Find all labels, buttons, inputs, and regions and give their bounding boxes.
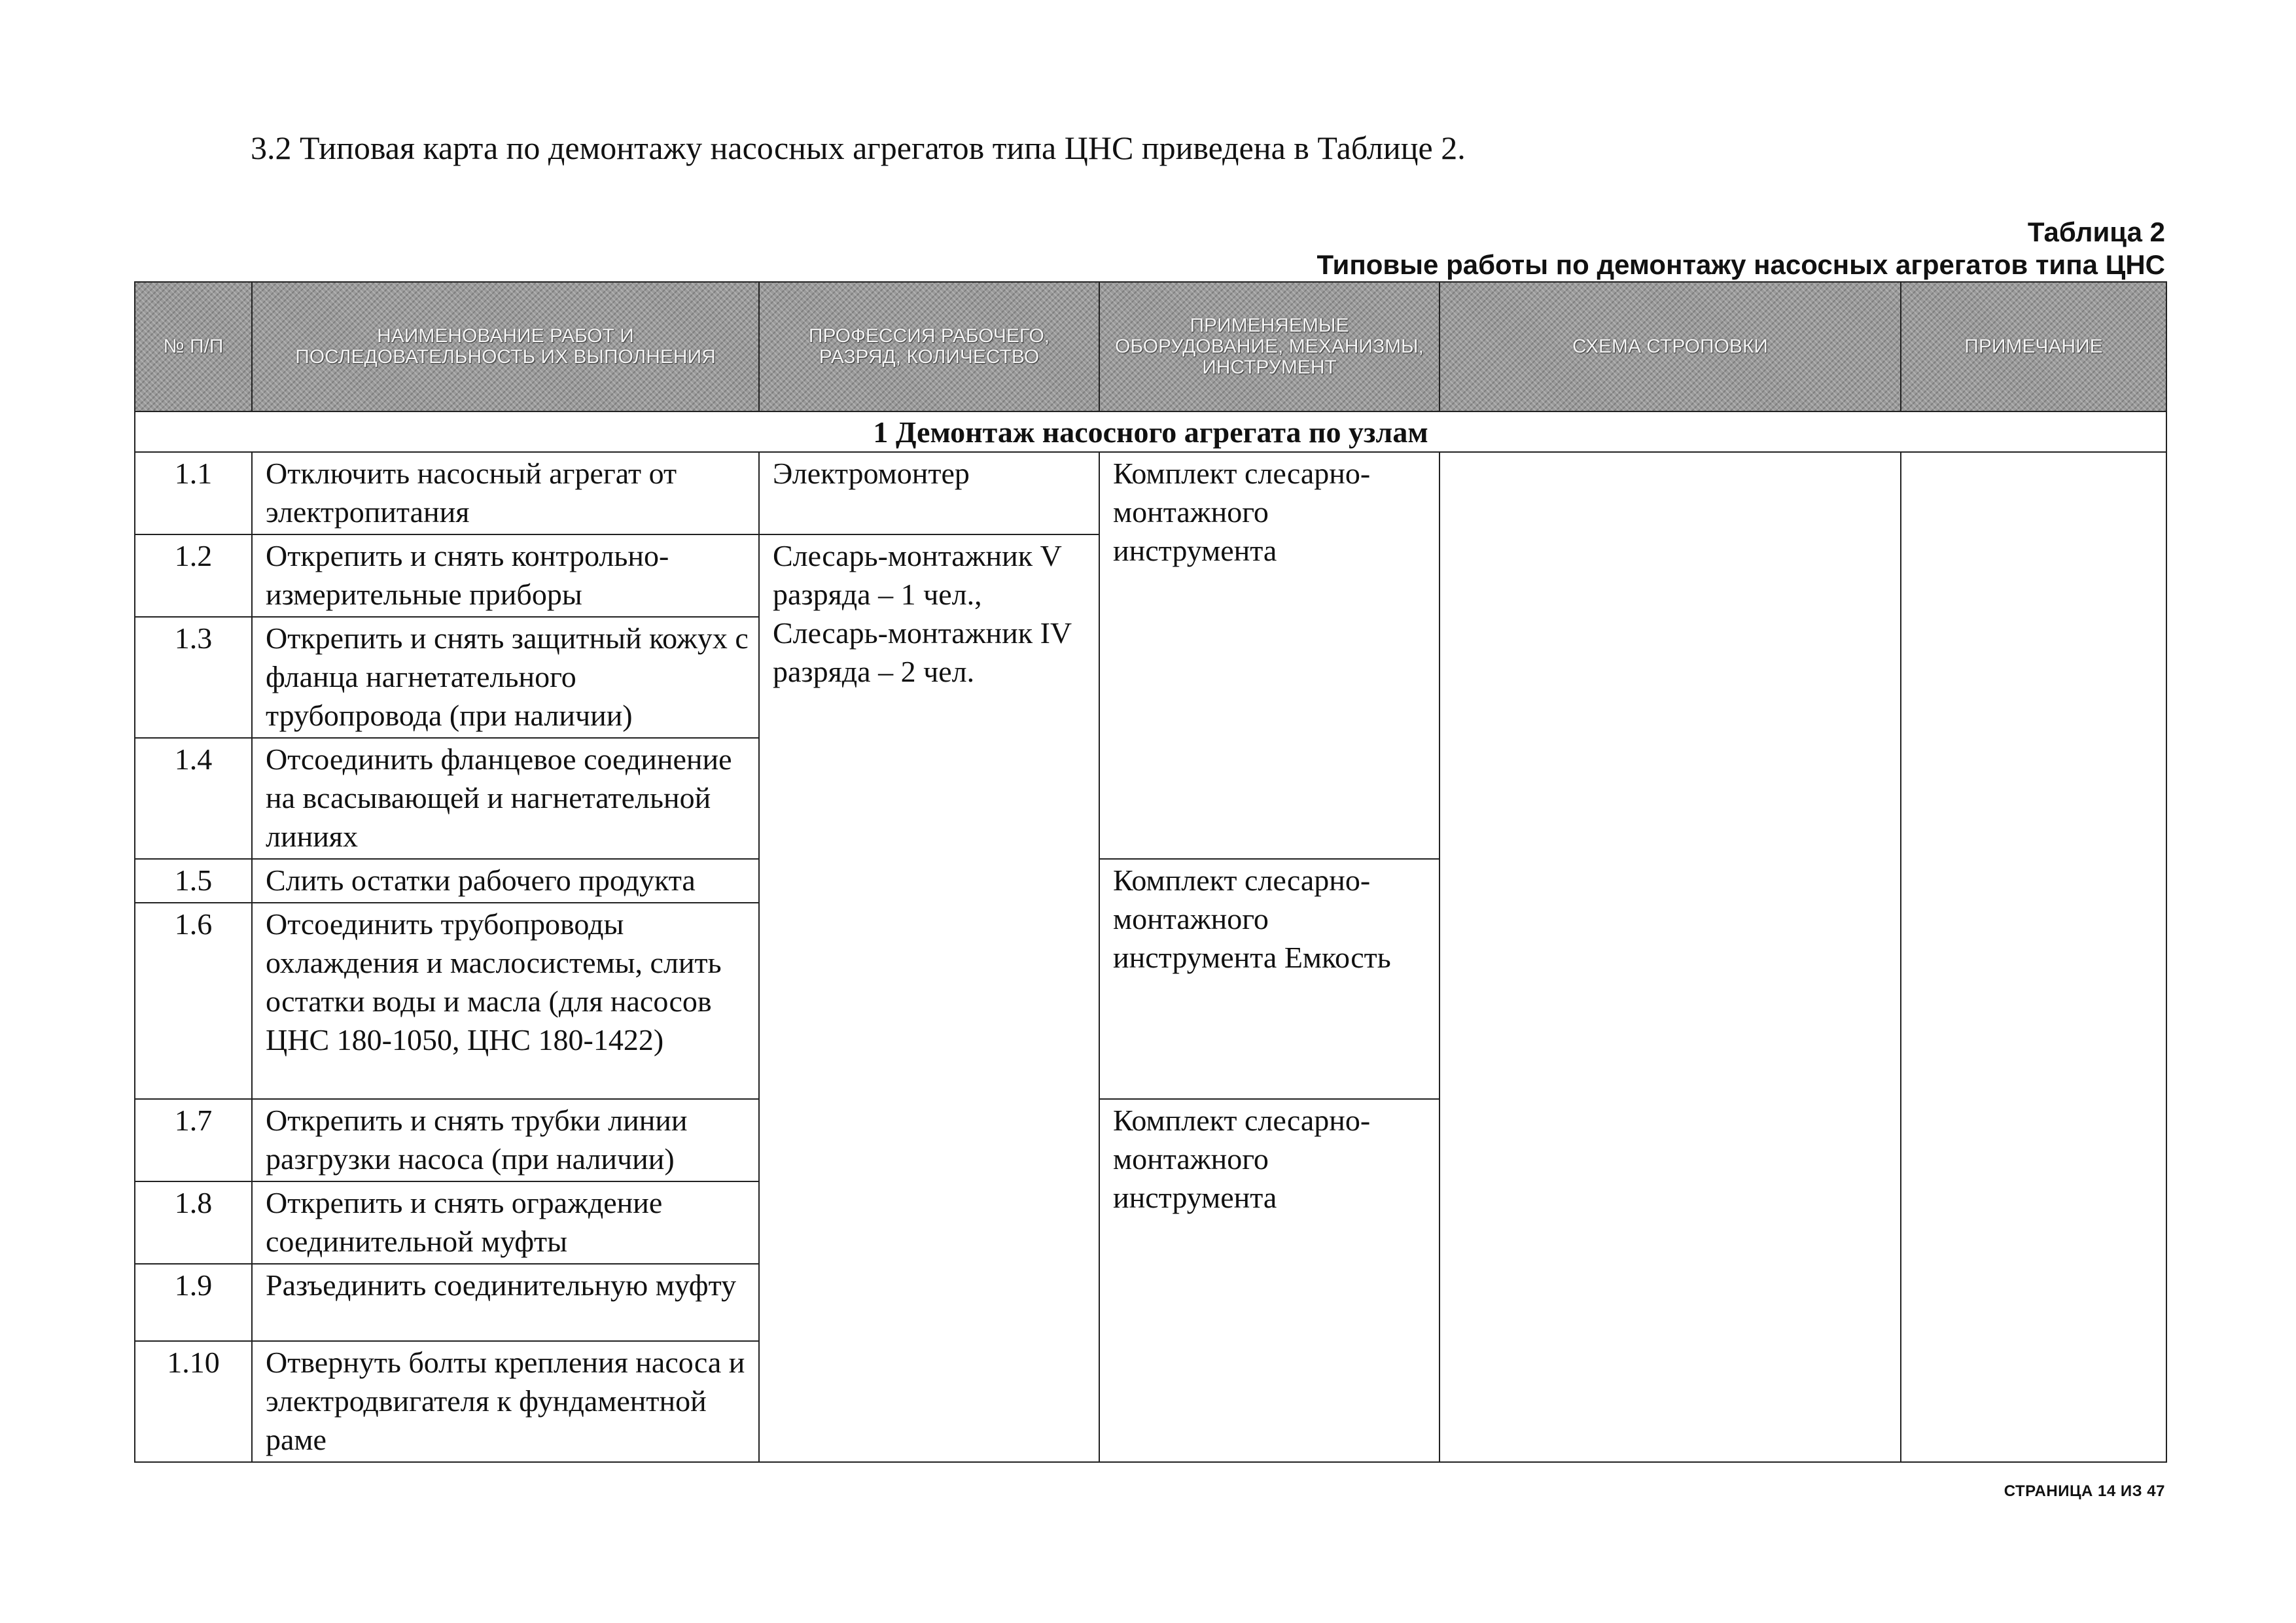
header-equipment: ПРИМЕНЯЕМЫЕ ОБОРУДОВАНИЕ, МЕХАНИЗМЫ, ИНСТРУМЕНТ [1099, 282, 1439, 411]
row-num: 1.4 [135, 738, 252, 859]
row-work: Открепить и снять трубки линии разгрузки насоса (при наличии) [252, 1099, 759, 1181]
row-num: 1.6 [135, 903, 252, 1099]
equipment-cell: Комплект слесарно-монтажного инструмента [1099, 452, 1439, 859]
header-scheme: СХЕМА СТРОПОВКИ [1439, 282, 1901, 411]
section-row [135, 411, 2166, 452]
row-num: 1.9 [135, 1264, 252, 1341]
row-work: Слить остатки рабочего продукта [252, 859, 759, 903]
page-number: СТРАНИЦА 14 ИЗ 47 [2004, 1482, 2165, 1500]
row-num: 1.7 [135, 1099, 252, 1181]
profession-cell: Электромонтер [759, 452, 1099, 534]
works-table [134, 281, 2167, 1463]
scheme-cell [1439, 452, 1901, 1462]
row-num: 1.2 [135, 534, 252, 617]
table-title: Типовые работы по демонтажу насосных агрегатов типа ЦНС [1316, 249, 2165, 280]
row-num: 1.5 [135, 859, 252, 903]
row-work: Отвернуть болты крепления насоса и электродвигателя к фундаментной раме [252, 1341, 759, 1462]
row-work: Открепить и снять защитный кожух с фланца нагнетательного трубопровода (при наличии) [252, 617, 759, 738]
row-num: 1.3 [135, 617, 252, 738]
note-cell [1901, 452, 2166, 1462]
table-header-row [135, 282, 2166, 411]
row-work: Отключить насосный агрегат от электропитания [252, 452, 759, 534]
row-num: 1.8 [135, 1181, 252, 1264]
row-num: 1.10 [135, 1341, 252, 1462]
row-work: Отсоединить фланцевое соединение на всасывающей и нагнетательной линиях [252, 738, 759, 859]
row-num: 1.1 [135, 452, 252, 534]
section-title: 1 Демонтаж насосного агрегата по узлам [135, 411, 2166, 452]
header-num: № П/П [135, 282, 252, 411]
header-profession: ПРОФЕССИЯ РАБОЧЕГО, РАЗРЯД, КОЛИЧЕСТВО [759, 282, 1099, 411]
profession-cell: Слесарь-монтажник V разряда – 1 чел., Слесарь-монтажник IV разряда – 2 чел. [759, 534, 1099, 1462]
equipment-cell: Комплект слесарно-монтажного инструмента [1099, 1099, 1439, 1462]
equipment-cell: Комплект слесарно-монтажного инструмента Емкость [1099, 859, 1439, 1099]
intro-paragraph: 3.2 Типовая карта по демонтажу насосных агрегатов типа ЦНС приведена в Таблице 2. [251, 130, 1466, 166]
row-work: Открепить и снять контрольно-измерительные приборы [252, 534, 759, 617]
row-work: Открепить и снять ограждение соединительной муфты [252, 1181, 759, 1264]
row-work: Отсоединить трубопроводы охлаждения и маслосистемы, слить остатки воды и масла (для насосов ЦНС 180-1050, ЦНС 180-1422) [252, 903, 759, 1099]
table-row [135, 452, 2166, 534]
header-works: НАИМЕНОВАНИЕ РАБОТ И ПОСЛЕДОВАТЕЛЬНОСТЬ ИХ ВЫПОЛНЕНИЯ [252, 282, 759, 411]
table-number: Таблица 2 [2027, 217, 2165, 247]
header-note: ПРИМЕЧАНИЕ [1901, 282, 2166, 411]
row-work: Разъединить соединительную муфту [252, 1264, 759, 1341]
